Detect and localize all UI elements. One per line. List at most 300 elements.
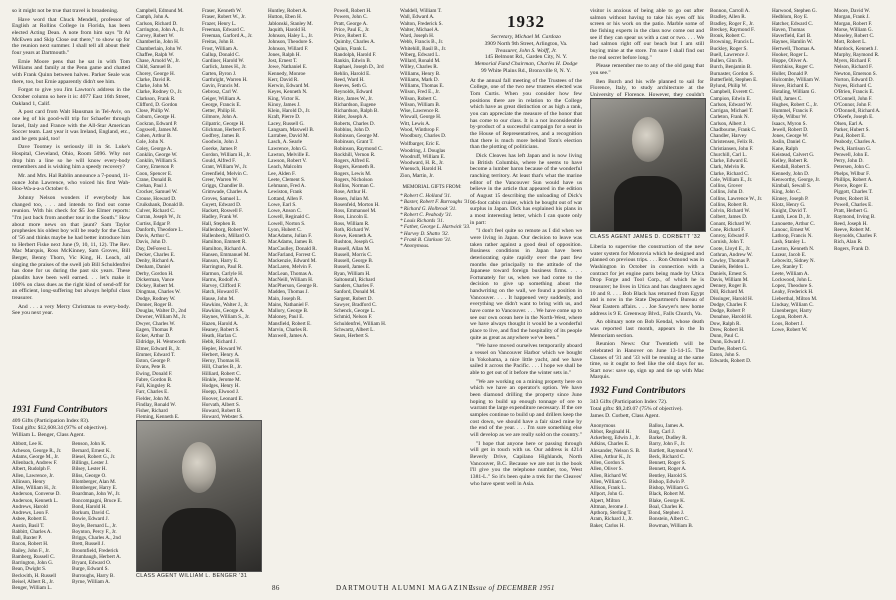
contributor-name: Howard, Robert B. (202, 408, 242, 414)
contributor-name: Klein, Harold D., Jr. (268, 108, 311, 114)
contributor-name: Hertwell, Thomas A. (772, 45, 816, 52)
contributor-name: Sears, Herbert S. (334, 333, 370, 339)
contributor-name: Price, Paul E., Jr. (334, 26, 370, 33)
contributor-name: Hull, James C. (772, 95, 803, 102)
contributor-name: Daniels, Belden L. (710, 264, 749, 271)
contributor-name: Hyde, Wilbur W. (772, 114, 808, 121)
contributor-name: Fall, Kingsley R. (136, 383, 172, 389)
contributor-name: Rosen, Julian M. (334, 195, 370, 202)
paragraph: Ernie Moore pens that he sat in with Tom Williams and family at the Penn game and chatted with Frank Quinn between halves. Parker Seale was there, too, but Ernie apparently didn't see him. (12, 58, 130, 85)
contributor-name: Heaney, Robert S. (202, 326, 240, 333)
contributor-name: Geiger, William A. (202, 95, 242, 102)
contributor-name: Emmer, Edward T. (136, 351, 176, 358)
contributor-name: Burge, Edward S. (72, 566, 109, 573)
contributor-name: Allison, Frank L. (590, 485, 626, 492)
paragraph: Forgot to give you Jim Lawton's address in the October column so here it is: 4077 East 16th Street, Oakland 1, Calif. (12, 87, 130, 107)
contributor-name: Moseley, Robert C. (834, 33, 875, 39)
contributor-name: Rankin, Edwin B. (334, 58, 372, 64)
class-agent-1931-caption: CLASS AGENT WILLIAM L. BENGER '31 (136, 573, 248, 579)
contributor-name: Sanford, Donald M. (334, 289, 376, 296)
contributor-name: Colbert, James D. (710, 214, 748, 221)
contributor-name: Hedblom, Roy E. (772, 14, 809, 21)
contributor-name: * Anonymous. (400, 243, 430, 249)
contributor-name: Haverfield, Earl B. (772, 33, 812, 39)
fund-1931-agent: William L. Benger, Class Agent. (12, 431, 85, 438)
contributor-name: Gebrosz, Carl W. (202, 89, 238, 96)
contributor-name: Churchill, Carl L. (710, 151, 747, 158)
names-1931-g (400, 8, 464, 139)
contributor-name: Schmid, Nelson F. (334, 314, 373, 321)
contributor-name: Mallory, George B. (268, 308, 309, 314)
contributor-name: Abbott, Lee K. (12, 441, 44, 448)
contributor-name: Wilson, Robert C. (400, 95, 438, 102)
treasurer-address: 145 Belmont Rd., Garden City, N. Y. (484, 54, 568, 61)
contributor-name: Ewing, Donald F. (136, 370, 173, 377)
memorial-title: MEMORIAL GIFTS FROM: (402, 184, 462, 190)
contributor-name: Campbell, Everett C. (710, 89, 754, 96)
paragraph: Johnny Nelson wonders if everybody has changed too, . . . and intends to find out come reunion. With his check for $5 Joe Elmer reports: "I'm just back from another tour in the South." How about more news on that jaunt? Sam Taylor prophesies his oldest boy will be ready for the Class of '56 and thinks maybe he had better introduce him to Herbert Fiske next June (9, 10, 11, 12). The Rev. Mac Marquis, Ross McKinney, Sam Groves, Bill Berger, Benny Thorn, Vic King, H. Leach, all singing the praises of the swell job Bill Schuldenfrei has done for us during the past six years. These plaudits have been well earned. . . let's make it 100% on class dues as the right kind of send-off for an efficient, long-suffering but always helpful class treasurer. (12, 195, 130, 301)
contributor-name: Adams, George M., Jr. (12, 453, 60, 460)
contributor-name: Clarke, David R. (136, 76, 172, 83)
fund-1931-total: Total gifts: $12,608.34 (97% of objective). (12, 424, 108, 431)
contributor-name: Campion, Edwin E. (710, 95, 751, 102)
contributor-name: Brumbaugh, Herbert A. (72, 553, 121, 560)
contributor-name: O'Keefe, Joseph E. (834, 114, 874, 121)
contributor-name: Wise, Lawrence R. (400, 108, 440, 114)
contributor-name: Clifford, D. Gordon (136, 101, 178, 108)
contributor-name: Hamilton, Richard A. (202, 245, 247, 252)
contributor-name: Browning, Francis L. (710, 39, 755, 46)
names-1932-a (590, 423, 646, 529)
contributor-name: Potter, Robert H. (834, 195, 870, 202)
contributor-name: Frost, William A. (202, 45, 239, 52)
contributor-name: Robinson, Grant T. (334, 139, 374, 146)
contributor-name: Jones, George W. (772, 133, 809, 139)
contributor-name: Leach, Malcolm (268, 164, 302, 171)
contributor-name: Reed, Ward H. (334, 76, 365, 83)
contributor-name: Brett, Russell J. (72, 541, 105, 548)
contributor-name: Maloney, Paul E. (268, 314, 304, 321)
contributor-name: Hawkins, George A. (202, 308, 245, 314)
contributor-name: Kennedy, John D. (772, 170, 810, 177)
contributor-name: Allen, William H., Jr. (12, 485, 57, 492)
contributor-name: Barg, Carl J. (649, 428, 676, 435)
contributor-name: * Richard G. Holbrook '31. (400, 205, 457, 212)
contributor-name: Hoepp, Elwood J. (202, 389, 240, 396)
contributor-name: MacLean, Thomas A. (268, 270, 313, 277)
class-1932-column-2-lower (590, 244, 704, 580)
contributor-name: Blomberger, Harry E. (72, 485, 117, 492)
names-1932-d (772, 8, 830, 580)
contributor-name: Lawson, Robert V. (268, 158, 307, 164)
contributor-name: Getter, Philip H. (202, 108, 237, 114)
contributor-name: Hatch, Howard F. (202, 289, 239, 296)
contributor-name: Pierce, Roger E. (834, 183, 868, 189)
contributor-name: Fleming, Kenneth E. (136, 414, 180, 421)
contributor-name: Harvey, Clifford F. (202, 283, 242, 289)
contributor-name: Rogers, Kenneth R. (334, 164, 375, 171)
class-1932-lower-paragraphs (590, 244, 704, 381)
names-1931-a (12, 441, 68, 591)
contributor-name: Gilmore, John A. (202, 114, 238, 121)
contributor-name: Murdock, Kenneth J. (834, 45, 878, 52)
contributor-name: Bishop, Edwin P. (649, 478, 685, 485)
contributor-name: Bond, Stephen J. (649, 510, 685, 517)
contributor-name: Breckey, Raymond F. (710, 26, 755, 33)
contributor-name: Bennett, Roger A. (649, 466, 687, 473)
contributor-name: Whitehill, Basil B., Jr. (400, 45, 447, 52)
contributor-name: Gardiner, Harold W. (202, 58, 245, 64)
contributor-name: Freeman, Garford A., Jr. (202, 33, 253, 39)
contributor-name: Carlson, Albert J. (710, 120, 747, 127)
contributor-name: Kelley, Robert R. (772, 158, 809, 164)
names-1931-d (202, 8, 264, 421)
contributor-name: Penwell, John E. (834, 151, 869, 158)
contributor-name: Douglas, Walter D., 2nd (136, 308, 187, 314)
contributor-name: Bowie, Edward J. (72, 516, 109, 523)
contributor-name: Coon, Spencer E. (136, 170, 173, 177)
contributor-name: Williams, Thomas E. (400, 83, 444, 89)
contributor-name: Saltonstall, Richard (334, 276, 375, 283)
contributor-name: Howe, Richard E. (772, 83, 810, 89)
contributor-name: Zion, Martin, Jr. (400, 172, 434, 179)
contributor-name: Walter, Michael A. (400, 26, 440, 33)
contributor-name: * Father, George L. Hartwick '33. (400, 224, 471, 231)
contributor-name: MacPherson, George R. (268, 283, 318, 289)
contributor-name: Eldridge, H. Wentworth (136, 339, 186, 346)
contributor-name: Wolfbarger, Eric E. (400, 141, 441, 148)
contributor-name: Kennedy, Monroe (268, 70, 306, 77)
contributor-name: Perry, John D. (834, 158, 864, 164)
contributor-name: Huntley, Robert A. (268, 8, 308, 14)
contributor-name: Dickey, Robert M. (136, 283, 175, 289)
contributor-name: Garthright, Warren H. (202, 76, 248, 83)
contributor-name: Rollins, Norman C. (334, 183, 375, 189)
paragraph: Dick Cleaves has left Japan and is now living in British Columbia, where he seems to have become a lumber baron because of the wonderful ranching territory. At least that's what the marine editor of the Vancouver Sun would have us believe in the article that appeared in the edition of August 15 describing the unloading of Dick's 96-foot cabin cruiser, which he bought out of war surplus in Japan. Dick has explained his plans in a most interesting letter, which I can quote only in part: (470, 153, 582, 226)
contributor-name: Ecker, Arthur D. (136, 333, 171, 339)
paragraph: A post card from Walt Hausman in Tel-Aviv, on one leg of his good-will trip for Schaefer through Israel, Italy and France with the All-Star American Soccer team. Last year it was Ireland, England, etc., and he gets paid, too! (12, 109, 130, 142)
contributor-name: Lanouc, Ernest W. (772, 226, 811, 233)
contributor-name: King, Victor K. (268, 95, 301, 102)
contributor-name: Rosenfeld, Morton H. (334, 201, 380, 208)
contributor-name: Burroughs, Harry B. (72, 572, 115, 579)
contributor-name: Myers, Richard F. (834, 58, 872, 64)
contributor-name: Haynes, Hamlin W. (772, 39, 813, 46)
contributor-name: Crouse, Howard D. (136, 195, 177, 202)
contributor-name: Christiansen, John F. (710, 145, 754, 152)
contributor-name: Pratt, George A. (334, 20, 368, 27)
contributor-name: Bacon, Robert H. (12, 541, 49, 548)
contributor-name: Sargent, Robert D. (334, 295, 373, 302)
contributor-name: Robinson, Raymond C. (334, 145, 383, 152)
contributor-name: Rehlin, Harold E. (334, 70, 371, 77)
memorial-chairman-line: Memorial Fund Chairman, Charles H. Dodge (474, 61, 578, 68)
contributor-name: Cole, William E., Jr. (710, 176, 753, 183)
contributor-name: Clarke, Rodney O., Jr. (136, 89, 183, 96)
contributor-name: Larrabee, David M. (268, 133, 309, 139)
contributor-name: Lewiston, Frank (268, 189, 303, 196)
contributor-name: * Frank B. Clarkson '31. (400, 236, 452, 243)
contributor-name: Paul, Robert E. (834, 133, 866, 139)
contributor-name: Durfee, Robert G. (710, 345, 748, 352)
contributor-name: Madden, Thomas J. (268, 289, 309, 296)
contributor-name: Lee, Stanley T. (772, 264, 804, 271)
contributor-name: Lieberthal, Milton M. (772, 295, 818, 302)
fund-1932-gifts: 343 Gifts (Participation Index 72). (590, 399, 668, 406)
contributor-name: Fabre, Gordon B. (136, 376, 173, 383)
contributor-name: Altman, Jerome J. (590, 503, 628, 510)
contributor-name: Burch, Benjamin B. (710, 64, 752, 71)
contributor-name: Drew, Robert H. (710, 326, 745, 333)
contributor-name: Reeve, Robert M. (834, 226, 871, 233)
contributor-name: Willard, Ronald M. (400, 58, 441, 64)
contributor-name: Herbert, Henry A. (202, 351, 240, 358)
contributor-name: Buckley, Roger S. (710, 45, 748, 52)
contributor-name: Chandler, Harvey (710, 133, 747, 139)
contributor-name: Bond, Harold H. (72, 503, 107, 510)
paragraph: Dave Toomey is seriously ill in St. Luke's Hospital, Cleveland, Ohio, Room 5096. Why not drop him a line so he will know every-body remembers and is wishing him a speedy recovery? (12, 144, 130, 171)
contributor-name: Grimwade, Charles A. (202, 189, 249, 196)
contributor-name: Rice, James W., Jr. (334, 95, 374, 102)
contributor-name: Conklin, William S. (136, 158, 178, 164)
contributor-name: Hazen, Harold A. (202, 320, 239, 327)
contributor-name: Hebb, Richard J. (202, 339, 237, 346)
contributor-name: Bryant, Edward O. (72, 560, 112, 567)
contributor-name: Powell, Charles E. (834, 201, 873, 208)
contributor-name: Lyon, Hubert C. (268, 226, 302, 233)
contributor-name: Blake, George K. (649, 497, 686, 504)
contributor-name: Garten, Byron J. (202, 70, 237, 77)
contributor-name: Austin, Basil T. (12, 522, 45, 529)
contributor-name: Allen, Richard W. (590, 472, 628, 479)
contributor-name: Hinkle, Jerome M. (202, 376, 241, 383)
contributor-name: Lebowitz, Sidney N. (772, 258, 815, 264)
contributor-name: Greer, Warren W. (202, 176, 239, 183)
contributor-name: Albert, Rudolph F. (12, 466, 51, 473)
contributor-name: Dingman, Charles W. (136, 289, 181, 296)
contributor-name: Mains, Nathaniel F. (268, 301, 309, 308)
contributor-name: Fielder, John M. (136, 395, 171, 402)
names-1932-c (710, 8, 768, 580)
contributor-name: Lottand, Allen F. (268, 195, 304, 202)
secretary-line: Secretary, Michael M. Cardozo (491, 34, 561, 40)
contributor-name: Reeves, Seth G. (334, 83, 368, 89)
contributor-name: Reynolds, Edward (334, 89, 373, 96)
contributor-name: Powell, Robert H. (334, 8, 372, 14)
names-1931-b (72, 441, 130, 591)
contributor-name: Bartlett, Raymond V. (649, 447, 693, 454)
contributor-name: Alexander, Nelson S. B. (590, 447, 641, 454)
contributor-name: Phillips, Robert A. (834, 176, 873, 183)
contributor-name: Hodges, Henry H. (202, 383, 240, 389)
contributor-name: Rogers, Lewis M. (334, 170, 372, 177)
contributor-name: Conant, Richard W. (710, 220, 751, 227)
contributor-name: Dunn, Edward J. (710, 339, 745, 346)
paragraph: so it might not be true that travel is broadening. (12, 8, 119, 14)
contributor-name: Bronk, Robert C. (710, 33, 746, 39)
contributor-name: Hanson, Harry E. (202, 258, 239, 264)
contributor-name: Quinn, Frank L. (334, 45, 368, 52)
fund-1931-gifts: 409 Gifts (Participation Index 83). (12, 418, 90, 424)
contributor-name: Leete, William A. (772, 270, 809, 277)
paragraph: Have word that Chuck Mendell, professor of English at Rollins College in Florida, has been elected Acting Dean. A note from him says "It Al McEwen and Skip Close out there," to show up for the reunion next summer. I shall tell all about their four years at Dartmouth." (12, 16, 130, 56)
contributor-name: Curtiss, Edgar P. (136, 220, 171, 227)
contributor-name: Dunn, Paul C. (710, 333, 740, 339)
contributor-name: Collins, John D. (710, 189, 744, 196)
contributor-name: Leete, Clement S. (268, 176, 306, 183)
contributor-name: Crocker, Samuel W. (136, 189, 178, 196)
contributor-name: Harwood, Stephen G. (772, 8, 817, 14)
contributor-name: MacCaulley, Donald R. (268, 245, 317, 252)
contributor-name: Schwartz, Albert L. (334, 326, 375, 333)
class-agent-1932-photo (590, 98, 706, 232)
contributor-name: Russell, George B. (334, 258, 374, 264)
contributor-name: Davis, John D. (136, 239, 167, 246)
left-intro-column (12, 8, 130, 400)
paragraph: Reunion News: Our Twentieth will be celebrated in Hanover on June 13-14-15. The Classes of '31 and '33 will be reuning at the same time, so it ought to feel like the old days for us. Start now: save up, sign up and tie up with Mac Marquis. (590, 341, 704, 381)
contributor-name: Eagen, Thomas P. (136, 326, 174, 333)
contributor-name: Cornish, John T. (710, 239, 745, 246)
contributor-name: Conroy, Edward F. (710, 233, 750, 239)
contributor-name: Lasch, A. Searle (268, 139, 302, 146)
contributor-name: Carrington, John A., Jr. (136, 26, 185, 33)
contributor-name: Williams, Mark D. (400, 76, 439, 83)
contributor-name: Goerke, James P. (202, 145, 238, 152)
contributor-name: Carlson, Edward W. (710, 101, 752, 108)
contributor-name: Camph, John A. (136, 14, 170, 21)
contributor-name: O'Brien, Francis E. (834, 89, 874, 96)
contributor-name: Jowe, Nathaniel E. (268, 64, 308, 71)
contributor-name: Wiberg, Edward L. (400, 51, 440, 58)
contributor-name: Allen, Gordon S. (590, 460, 626, 467)
contributor-name: Hall, Stephen B. (202, 220, 237, 227)
contributor-name: Boal, Charles K. (649, 503, 684, 510)
contributor-name: Sanders, Charles F. (334, 283, 374, 289)
contributor-name: Johnson, Haley L., Jr. (268, 33, 314, 39)
contributor-name: Parker, Hubert S. (834, 126, 870, 133)
contributor-name: Isaacs, Myron S. (772, 120, 807, 127)
fund-1931-block (12, 400, 130, 592)
class-1932-paragraphs (470, 78, 582, 487)
contributor-name: Benger, William L. (12, 585, 52, 592)
contributor-name: Pratt, Herbert G. (834, 208, 869, 214)
contributor-name: Anderson, Kenneth L. (12, 497, 59, 504)
contributor-name: Donahue, Harold H. (710, 314, 753, 321)
contributor-name: Hansen, Emmanuel M. (202, 251, 250, 258)
paragraph: Liberia to supervise the construction of the new water system for Monrovia which he designed and planned on previous trips. . . . Ron Osmond was in Washington in October in connection with a contract for jet engine parts being made by Utica Drop Forge and Tool Corp., of which he is treasurer; he lives in Utica and has daughters aged 10 and 8. . . . Bob Black has returned from Egypt and is now in the State Department's Bureau of Near Eastern affairs. . . . Joe Sawyer's new home address is 9 E. Greenway Blvd., Falls Church, Va. (590, 244, 704, 317)
contributor-name: Derby, Gordon H. (136, 270, 174, 277)
contributor-name: Edwards, Robert D. (710, 358, 752, 364)
contributor-name: Olsen, Earl A. (834, 120, 864, 127)
contributor-name: Horvath, Albert S. (202, 401, 241, 408)
contributor-name: Lindsay, William C. (772, 301, 814, 308)
contributor-name: Allen, William G. (590, 478, 628, 485)
contributor-name: Gavin, Francis M. (202, 83, 240, 89)
class-1932-column (470, 8, 582, 578)
contributor-name: Howard, Webster S. (202, 414, 244, 421)
contributor-name: Klotz, Henry G. (772, 201, 806, 208)
contributor-name: Knight, David T. (772, 208, 807, 214)
contributor-name: Barrington, John G. (12, 560, 54, 567)
contributor-name: Dow, Ralph R. (710, 320, 741, 327)
secretary-address: 3909 North 9th Street, Arlington, Va. (484, 40, 568, 47)
contributor-name: Boynton, Percy F., Jr. (72, 528, 117, 535)
contributor-name: Kinney, Joseph P. (772, 195, 809, 202)
contributor-name: Lopez, Theodore S. (772, 283, 813, 289)
class-year-heading: 1932 (507, 12, 545, 31)
contributor-name: Cowley, Thomas P. (710, 258, 750, 264)
contributor-name: MacAdams, James B. (268, 239, 314, 246)
page-number: 86 (272, 584, 280, 592)
contributor-name: Heath, Harlan C. (202, 333, 238, 339)
contributor-name: Kendall, Robert S. (772, 164, 811, 171)
contributor-name: Griggs, Chandler B. (202, 183, 244, 189)
contributor-name: Schuldenfrei, William H. (334, 320, 387, 327)
contributor-name: Chadbourne, Frank C. (710, 126, 757, 133)
contributor-name: Powers, John C. (334, 14, 368, 21)
names-1932-e (834, 8, 892, 580)
contributor-name: Briggs, Charles A., 2nd (72, 535, 121, 542)
contributor-name: Noyes, Richard C. (834, 83, 873, 89)
contributor-name: Day, DeForest L. (136, 245, 172, 252)
contributor-name: Morgan, Frank J. (834, 14, 870, 21)
contributor-name: Lacey, Russell G. (268, 120, 305, 127)
contributor-name: Bamberg, Russell C. (12, 553, 55, 560)
contributor-name: Price, Robert E. (334, 33, 368, 39)
contributor-name: Black, Robert M. (649, 491, 686, 498)
contributor-name: Conklin, George W. (136, 151, 178, 158)
contributor-name: Coburn, George H. (136, 114, 176, 121)
contributor-name: Godfrey, James B. (202, 133, 241, 139)
contributor-name: Johnson, Willard F. (268, 45, 309, 52)
contributor-name: Apthorp, Sterling T. (590, 510, 632, 517)
paragraph: Please remember me to any of the old gang that you see." (590, 63, 704, 76)
contributor-name: * Baxter, Robert F. Burroughs '31. (400, 199, 472, 206)
contributor-name: Danforth, Theodore L. (136, 226, 183, 233)
contributor-name: Findlay, Ronald W. (136, 401, 177, 408)
contributor-name: Decker, Charles E. (136, 251, 175, 258)
contributor-name: Dickerman, Vance (136, 276, 175, 283)
paragraph: Ben Burch and his wife planned to sail for Florence, Italy, to study architecture at the University of Florence. However, they couldn't (590, 78, 704, 98)
contributor-name: Adkins, Charles E. (590, 441, 630, 448)
contributor-name: Kimball, Sewall S. (772, 183, 812, 189)
contributor-name: Piggott, Charles T. (834, 189, 873, 196)
contributor-name: Hummel, Francis F. (772, 108, 814, 114)
contributor-name: Lathrop, Francis N. (772, 233, 813, 239)
contributor-name: Carleton, Frank N. (710, 114, 749, 121)
contributor-name: Lawton, Kenneth N. (772, 245, 815, 252)
contributor-name: Garlick, James H., Jr. (202, 64, 247, 71)
contributor-name: Curran, Joseph W., Jr. (136, 214, 182, 221)
contributor-name: Schenck, George L. (334, 308, 376, 314)
contributor-name: Rockhill, Vernon R. (334, 151, 376, 158)
contributor-name: Bradley, Roger F., Jr. (710, 20, 754, 27)
contributor-name: Elmer, Edward B., Jr. (136, 345, 181, 352)
contributor-name: Lowe, Robert W. (772, 326, 808, 333)
contributor-name: Dill, Richard M. (710, 289, 745, 296)
contributor-name: Lockwood, John L. (772, 276, 813, 283)
contributor-name: Kane, Ralph (772, 145, 798, 152)
contributor-name: Kraft, Pierre D. (268, 114, 301, 121)
contributor-name: Beck, Richard C. (649, 453, 685, 460)
contributor-name: Carrigan, Michael T. (710, 108, 754, 114)
contributor-name: Coley, George A. (136, 145, 172, 152)
contributor-name: Carvey, Robert W. (136, 33, 175, 39)
treasurer-line: Treasurer, John S. Wolff, Jr. (495, 47, 557, 54)
contributor-name: Hawkins, Walter J., Jr. (202, 301, 249, 308)
paragraph: And . . . a very Merry Christmas to every-body. See you next year. (12, 303, 130, 317)
contributor-name: Nelson, Richard F. (834, 64, 873, 71)
